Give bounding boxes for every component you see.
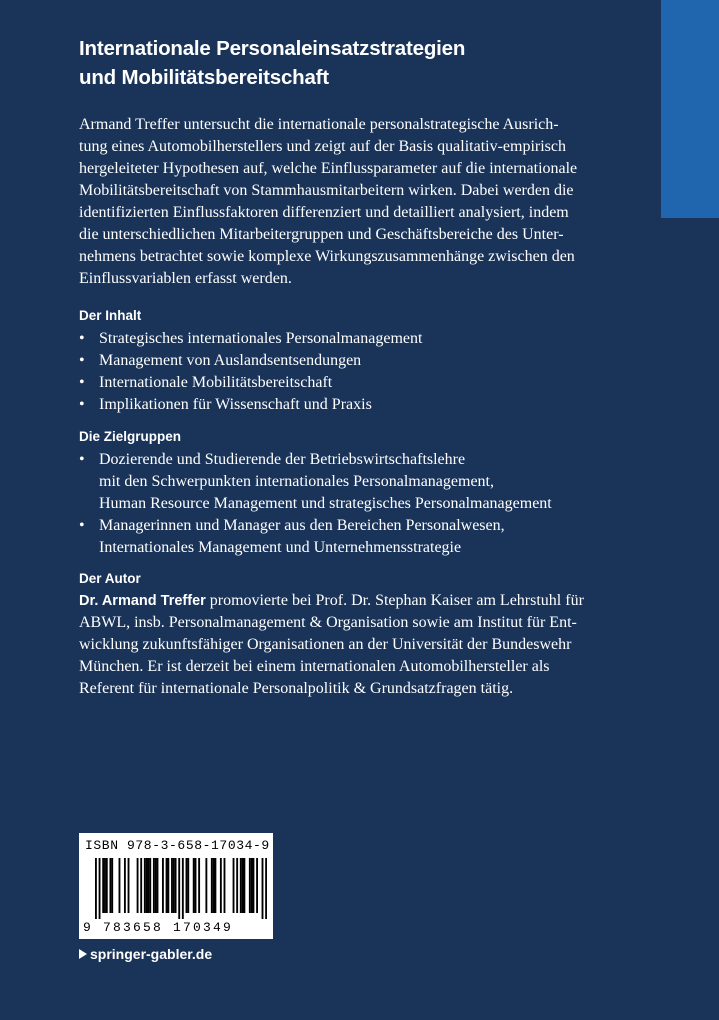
title-line: und Mobilitätsbereitschaft <box>79 66 329 89</box>
list-item-text: Internationale Mobilitätsbereitschaft <box>99 374 333 391</box>
intro-line: Mobilitätsbereitschaft von Stammhausmitarbeitern wirken. Dabei werden die <box>79 182 574 199</box>
barcode-bar <box>166 858 168 913</box>
barcode-bar <box>95 858 97 919</box>
barcode-bar <box>137 858 139 913</box>
barcode-bar <box>224 858 226 913</box>
barcode-bar <box>249 858 251 913</box>
author-heading: Der Autor <box>79 571 141 586</box>
barcode-bar <box>173 858 175 913</box>
author-line: Referent für internationale Personalpolitik & Grundsatzfragen tätig. <box>79 680 514 697</box>
barcode-bar <box>178 858 180 919</box>
barcode-bars <box>95 858 267 919</box>
list-item-line: mit den Schwerpunkten internationales Personalmanagement, <box>99 473 494 490</box>
bullet-icon: • <box>79 330 85 347</box>
bullet-icon: • <box>79 396 85 413</box>
barcode-bar <box>148 858 150 913</box>
accent-strip <box>661 0 719 218</box>
barcode-bar <box>242 858 244 913</box>
barcode-bar <box>104 858 106 913</box>
author-line: wicklung zukunftsfähiger Organisationen an der Universität der Bundeswehr <box>79 636 572 653</box>
barcode-bar <box>211 858 213 913</box>
list-item-line: Internationales Management und Unternehmensstrategie <box>99 539 462 556</box>
intro-line: hergeleiteter Hypothesen auf, welche Einflussparameter auf die internationale <box>79 160 578 177</box>
barcode-bar <box>182 858 184 919</box>
barcode-bar <box>155 858 157 913</box>
author-line: München. Er ist derzeit bei einem internationalen Automobilhersteller als <box>79 658 550 675</box>
audience-heading: Die Zielgruppen <box>79 429 182 444</box>
barcode-bar <box>214 858 216 913</box>
barcode-bar <box>243 858 245 913</box>
barcode-bar <box>106 858 108 913</box>
list-item-text: Management von Auslandsentsendungen <box>99 352 362 369</box>
barcode-bar <box>144 858 146 913</box>
barcode-bar <box>236 858 238 913</box>
barcode-bar <box>240 858 242 913</box>
author-line <box>79 590 639 612</box>
barcode-bar <box>251 858 253 913</box>
barcode-bar <box>186 858 188 913</box>
barcode-bar <box>256 858 258 913</box>
barcode-bar <box>102 858 104 913</box>
barcode-bar <box>198 858 200 913</box>
contents-heading: Der Inhalt <box>79 308 142 323</box>
intro-line: Einflussvariablen erfasst werden. <box>79 270 292 287</box>
intro-line: tung eines Automobilherstellers und zeigt auf der Basis qualitativ-empirisch <box>79 138 566 155</box>
book-title <box>79 34 639 92</box>
barcode-bar <box>162 858 164 913</box>
barcode-bar <box>205 858 207 913</box>
contents-list <box>79 328 639 416</box>
bullet-icon: • <box>79 374 85 391</box>
barcode-bar <box>153 858 155 913</box>
list-item-line: Human Resource Management und strategisches Personalmanagement <box>99 495 552 512</box>
list-item-text: Implikationen für Wissenschaft und Praxis <box>99 396 372 413</box>
barcode-bar <box>124 858 126 913</box>
ean-digits: 9 783658 170349 <box>83 920 234 935</box>
barcode-bar <box>146 858 148 913</box>
barcode-bar <box>233 858 235 913</box>
back-cover-content <box>79 34 639 700</box>
barcode-bar <box>128 858 130 913</box>
barcode-bar <box>193 858 195 913</box>
title-line: Internationale Personaleinsatzstrategien <box>79 37 466 60</box>
barcode-bar <box>167 858 169 913</box>
barcode-bar <box>187 858 189 913</box>
intro-line: nehmens betrachtet sowie komplexe Wirkungszusammenhänge zwischen den <box>79 248 575 265</box>
barcode-bar <box>253 858 255 913</box>
list-item <box>79 328 639 350</box>
list-item <box>79 372 639 394</box>
audience-list <box>79 449 639 559</box>
barcode-bar <box>99 858 101 919</box>
intro-paragraph <box>79 114 639 290</box>
barcode-bar <box>262 858 264 919</box>
intro-line: die unterschiedlichen Mitarbeitergruppen und Geschäftsbereiche des Unter- <box>79 226 564 243</box>
list-item-line: Managerinnen und Manager aus den Bereichen Personalwesen, <box>99 517 505 534</box>
list-item <box>79 350 639 372</box>
arrow-right-icon <box>79 949 87 959</box>
list-item <box>79 449 639 515</box>
intro-line: Armand Treffer untersucht die internationale personalstrategische Ausrich- <box>79 116 559 133</box>
barcode-bar <box>195 858 197 913</box>
isbn-label: ISBN 978-3-658-17034-9 <box>85 838 270 853</box>
barcode-bar <box>109 858 111 913</box>
barcode-bar <box>157 858 159 913</box>
bullet-icon: • <box>79 352 85 369</box>
list-item-line: Dozierende und Studierende der Betriebswirtschaftslehre <box>99 451 466 468</box>
barcode-bar <box>213 858 215 913</box>
intro-line: identifizierten Einflussfaktoren differenziert und detailliert analysiert, indem <box>79 204 569 221</box>
list-item <box>79 394 639 416</box>
bullet-icon: • <box>79 517 85 534</box>
bullet-icon: • <box>79 451 85 468</box>
author-line: ABWL, insb. Personalmanagement & Organisation sowie am Institut für Ent- <box>79 614 577 631</box>
list-item-text: Strategisches internationales Personalmanagement <box>99 330 423 347</box>
barcode-bar <box>149 858 151 913</box>
barcode-bar <box>175 858 177 913</box>
publisher-website[interactable] <box>79 946 212 962</box>
list-item <box>79 515 639 559</box>
barcode-bar <box>140 858 142 913</box>
barcode-bar <box>171 858 173 913</box>
author-line-text: promovierte bei Prof. Dr. Stephan Kaiser am Lehrstuhl für <box>205 592 584 609</box>
barcode-bar <box>111 858 113 913</box>
barcode-bar <box>119 858 121 913</box>
isbn-barcode <box>79 833 273 939</box>
author-paragraph <box>79 590 639 700</box>
author-name: Dr. Armand Treffer <box>79 593 206 609</box>
barcode-bar <box>220 858 222 913</box>
website-url: springer-gabler.de <box>90 946 213 962</box>
barcode-bar <box>265 858 267 919</box>
